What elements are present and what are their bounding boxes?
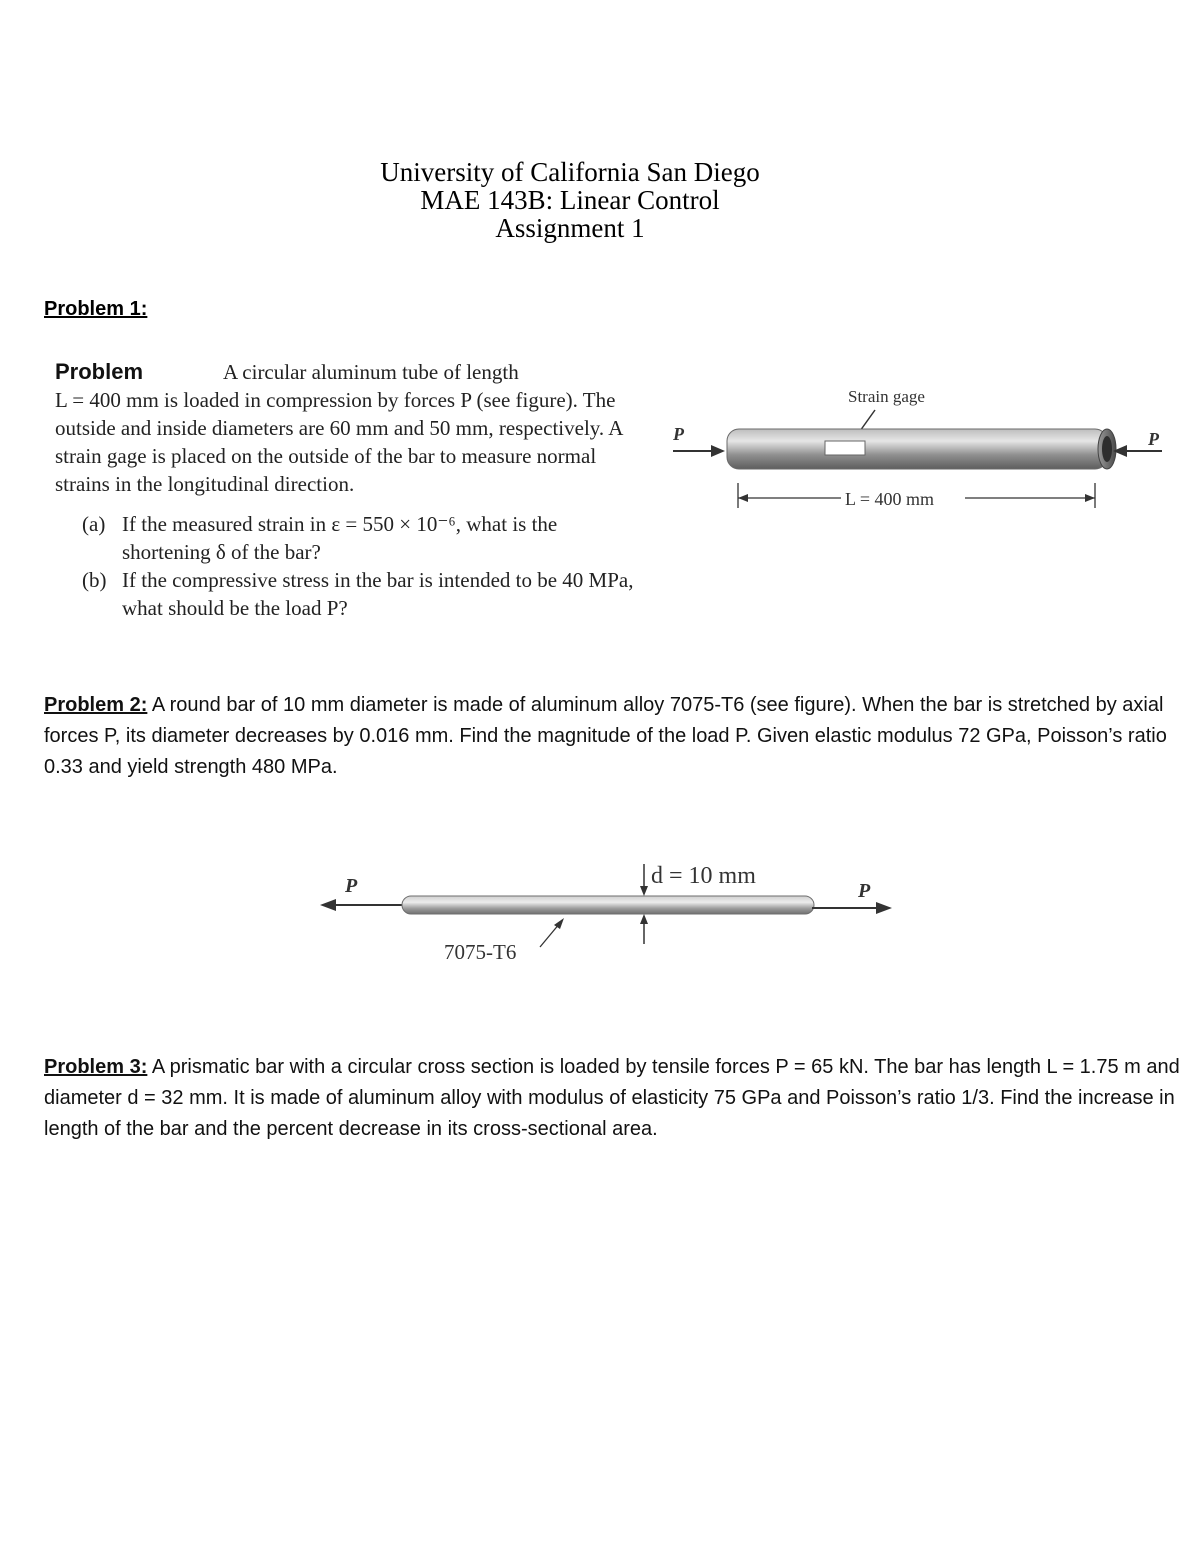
round-bar — [402, 896, 814, 914]
problem1-intro-line1: A circular aluminum tube of length — [223, 360, 519, 384]
problem2-text: A round bar of 10 mm diameter is made of aluminum alloy 7075-T6 (see figure). When the bar is stretched by axial forces P, its diameter decreases by 0.016 mm. Find the magnitude of the load P. Given elastic modulus 72 GPa, Poisson’s ratio 0.33 and yield strength 480 MPa. — [44, 694, 1167, 778]
part-text: If the compressive stress in the bar is intended to be 40 MPa, what should be the load P? — [122, 568, 634, 620]
problem3 — [44, 1052, 1189, 1145]
force-left-arrow-head — [711, 445, 725, 457]
force-left-label: P — [673, 424, 684, 444]
diameter-label: d = 10 mm — [651, 863, 756, 889]
force-left-label: P — [345, 875, 358, 897]
problem1-statement — [55, 358, 655, 498]
aluminum-tube — [727, 429, 1107, 469]
problem1-parts — [82, 510, 642, 622]
force-right-arrow-head — [876, 902, 892, 914]
problem1-figure — [665, 378, 1170, 523]
part-label: (a) — [82, 512, 106, 536]
strain-gage — [825, 441, 865, 455]
material-leader-arrow — [554, 918, 564, 929]
problem2 — [44, 690, 1189, 783]
problem1-intro-rest: L = 400 mm is loaded in compression by forces P (see figure). The outside and inside diameters are 60 mm and 50 mm, respectively. A strain gage is placed on the outside of the bar to measure normal strains in the longitudinal direction. — [55, 388, 623, 496]
material-label: 7075-T6 — [444, 940, 517, 964]
problem1-book-label: Problem — [55, 359, 144, 384]
length-label: L = 400 mm — [845, 489, 934, 509]
dimension-arrow-right — [1085, 494, 1095, 502]
problem2-label: Problem 2: — [44, 694, 148, 716]
tube-bore — [1102, 436, 1112, 462]
problem3-label: Problem 3: — [44, 1056, 148, 1078]
assignment-title: Assignment 1 — [495, 213, 645, 243]
force-left-arrow-head — [320, 899, 336, 911]
problem1-part-a — [82, 510, 642, 566]
university-title: University of California San Diego — [380, 157, 760, 187]
force-right-label: P — [858, 880, 871, 902]
document-header — [0, 158, 1140, 242]
course-title: MAE 143B: Linear Control — [420, 185, 720, 215]
dimension-arrow-left — [738, 494, 748, 502]
diameter-arrow-top — [640, 886, 648, 896]
part-label: (b) — [82, 568, 107, 592]
problem1-heading: Problem 1: — [44, 298, 148, 320]
part-text: If the measured strain in ε = 550 × 10⁻⁶, what is the shortening δ of the bar? — [122, 512, 558, 564]
problem1-part-b — [82, 566, 642, 622]
force-right-label: P — [1148, 429, 1159, 449]
diameter-arrow-bottom — [640, 914, 648, 924]
problem2-figure — [318, 852, 900, 967]
strain-gage-label: Strain gage — [848, 387, 925, 406]
problem3-text: A prismatic bar with a circular cross section is loaded by tensile forces P = 65 kN. The bar has length L = 1.75 m and diameter d = 32 mm. It is made of aluminum alloy with modulus of elasticity 75 GPa and Poisson’s ratio 1/3. Find the increase in length of the bar and the percent decrease in its cross-sectional area. — [44, 1056, 1180, 1140]
